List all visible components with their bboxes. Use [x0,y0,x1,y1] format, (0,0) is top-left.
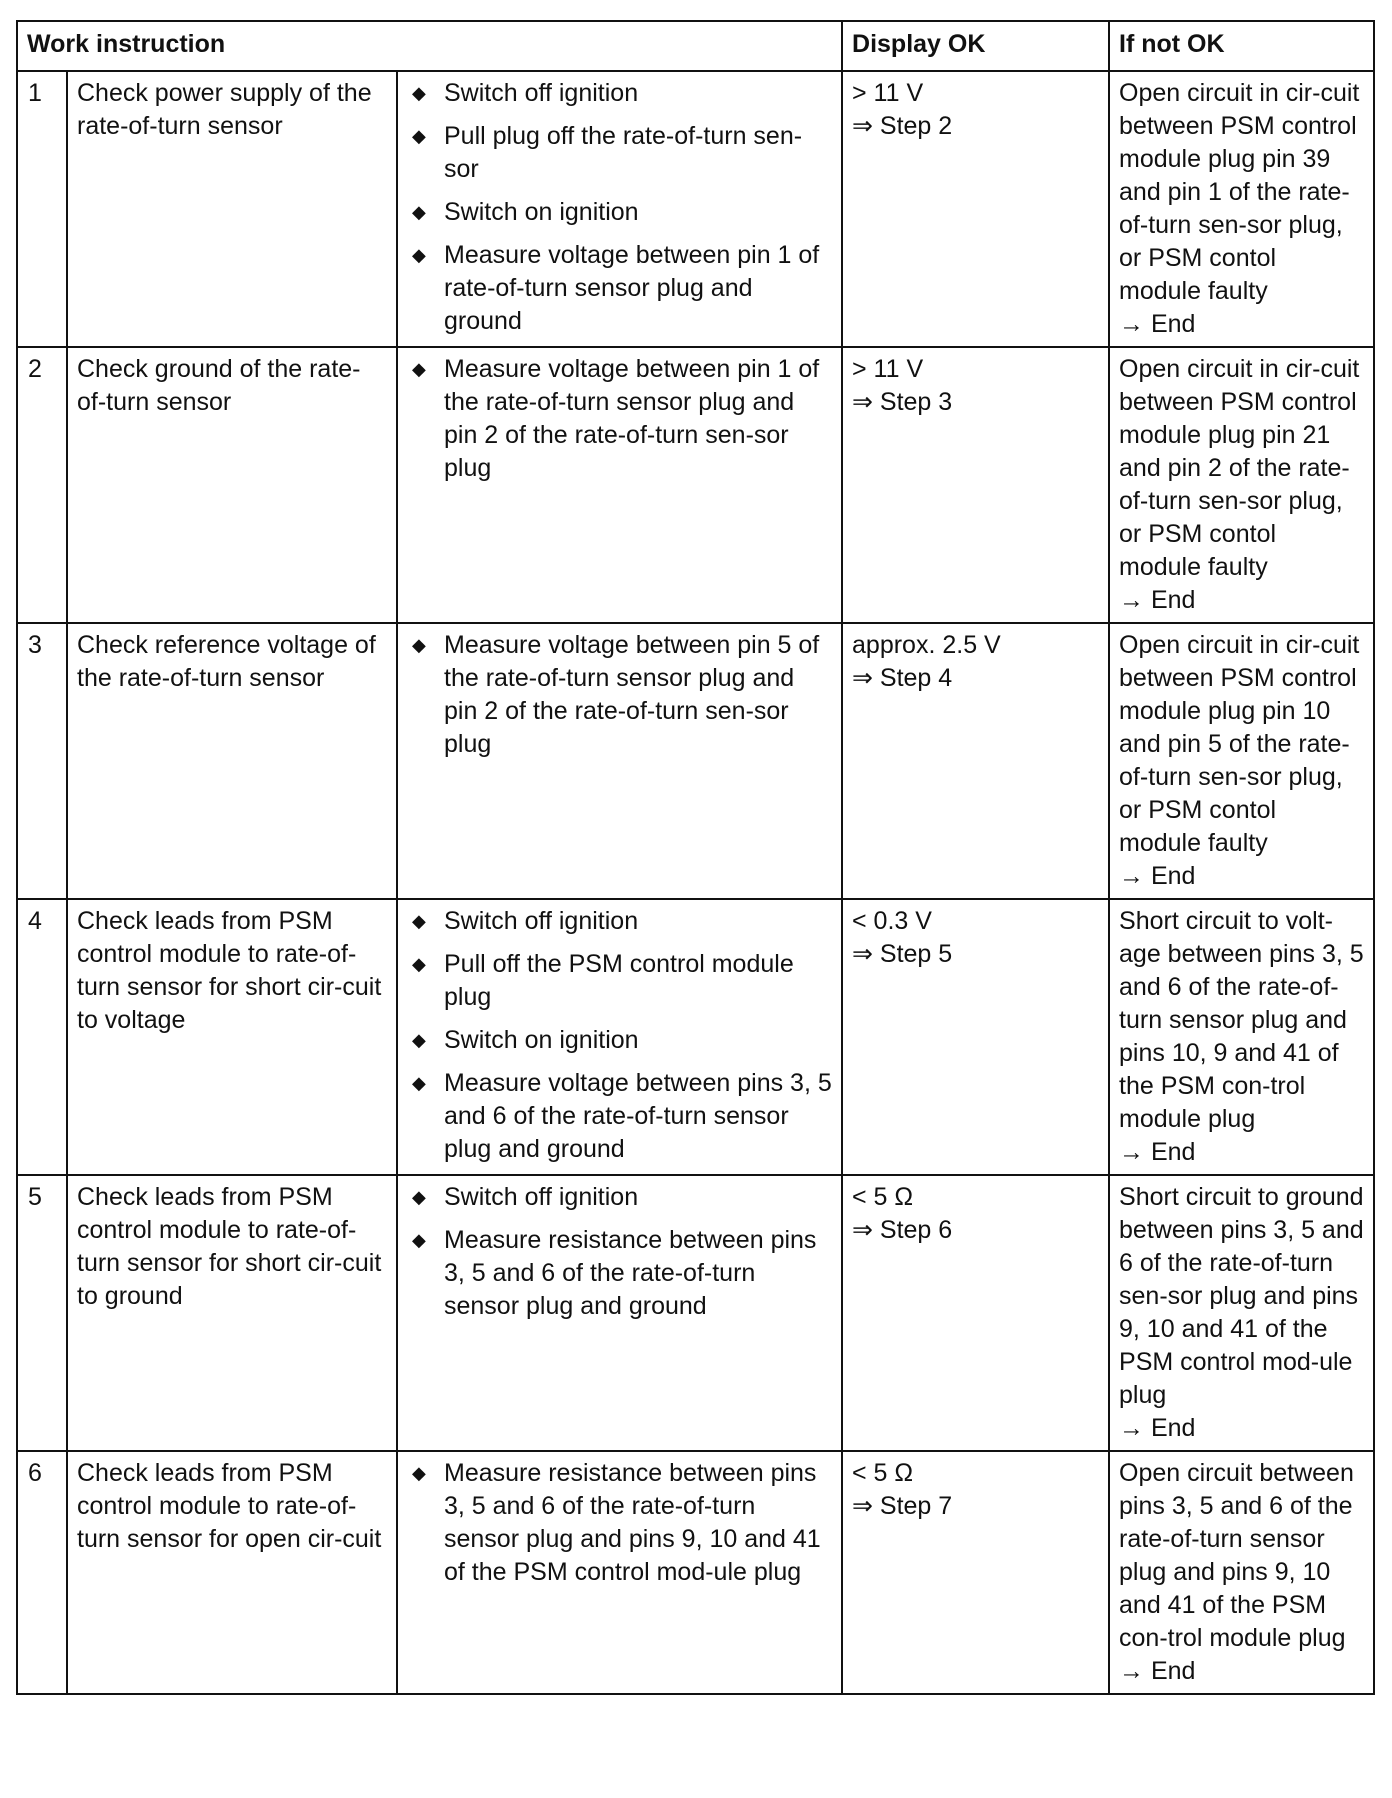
header-display-ok: Display OK [842,21,1109,71]
step-number: 2 [17,347,67,623]
action-item [408,77,832,110]
step-number: 4 [17,899,67,1175]
action-text: Pull off the PSM control module plug [444,950,794,1011]
action-list [408,353,832,485]
diamond-bullet-icon: ◆ [412,1187,426,1207]
action-text: Switch on ignition [444,1026,639,1054]
action-item [408,120,832,186]
action-text: Switch off ignition [444,1183,639,1211]
diamond-bullet-icon: ◆ [412,202,426,222]
table-row [17,1451,1374,1694]
action-list [408,77,832,338]
action-list [408,1181,832,1323]
check-description: Check leads from PSM control module to rate-of-turn sensor for open cir-cuit [67,1451,397,1694]
display-ok-value: < 5 Ω ⇒ Step 7 [842,1451,1109,1694]
action-list-cell [397,1451,842,1694]
action-item [408,353,832,485]
action-item [408,1024,832,1057]
check-description: Check leads from PSM control module to rate-of-turn sensor for short cir-cuit to ground [67,1175,397,1451]
action-text: Switch off ignition [444,907,639,935]
action-text: Switch off ignition [444,79,639,107]
header-work-instruction: Work instruction [17,21,842,71]
diamond-bullet-icon: ◆ [412,1463,426,1483]
step-number: 6 [17,1451,67,1694]
table-row [17,623,1374,899]
display-ok-value: > 11 V ⇒ Step 2 [842,71,1109,347]
action-list-cell [397,899,842,1175]
diamond-bullet-icon: ◆ [412,83,426,103]
diamond-bullet-icon: ◆ [412,911,426,931]
check-description: Check reference voltage of the rate-of-turn sensor [67,623,397,899]
action-list-cell [397,623,842,899]
action-list-cell [397,347,842,623]
table-row [17,71,1374,347]
if-not-ok-text: Short circuit to volt-age between pins 3, 5 and 6 of the rate-of-turn sensor plug and pins 10, 9 and 41 of the PSM con-trol module plug → End [1109,899,1374,1175]
if-not-ok-text: Open circuit in cir-cuit between PSM control module plug pin 10 and pin 5 of the rate-of-turn sen-sor plug, or PSM contol module faulty → End [1109,623,1374,899]
action-item [408,905,832,938]
diamond-bullet-icon: ◆ [412,126,426,146]
table-body [17,71,1374,1694]
action-list [408,905,832,1166]
action-list [408,1457,832,1589]
table-row [17,1175,1374,1451]
check-description: Check ground of the rate-of-turn sensor [67,347,397,623]
action-text: Switch on ignition [444,198,639,226]
action-text: Measure resistance between pins 3, 5 and 6 of the rate-of-turn sensor plug and ground [444,1226,817,1320]
action-item [408,948,832,1014]
diamond-bullet-icon: ◆ [412,1230,426,1250]
step-number: 3 [17,623,67,899]
check-description: Check power supply of the rate-of-turn sensor [67,71,397,347]
diamond-bullet-icon: ◆ [412,359,426,379]
action-text: Measure voltage between pin 1 of rate-of-turn sensor plug and ground [444,241,820,335]
if-not-ok-text: Short circuit to ground between pins 3, 5 and 6 of the rate-of-turn sen-sor plug and pins 9, 10 and 41 of the PSM control mod-ule plug → End [1109,1175,1374,1451]
action-list-cell [397,1175,842,1451]
table-row [17,347,1374,623]
check-description: Check leads from PSM control module to rate-of-turn sensor for short cir-cuit to voltage [67,899,397,1175]
action-list [408,629,832,761]
action-text: Measure resistance between pins 3, 5 and 6 of the rate-of-turn sensor plug and pins 9, 10 and 41 of the PSM control mod-ule plug [444,1459,821,1586]
action-item [408,239,832,338]
action-item [408,1457,832,1589]
action-item [408,1224,832,1323]
action-text: Measure voltage between pin 1 of the rate-of-turn sensor plug and pin 2 of the rate-of-turn sen-sor plug [444,355,820,482]
header-if-not-ok: If not OK [1109,21,1374,71]
diamond-bullet-icon: ◆ [412,1073,426,1093]
action-item [408,1067,832,1166]
action-text: Measure voltage between pins 3, 5 and 6 of the rate-of-turn sensor plug and ground [444,1069,832,1163]
diamond-bullet-icon: ◆ [412,1030,426,1050]
diamond-bullet-icon: ◆ [412,954,426,974]
action-text: Pull plug off the rate-of-turn sen-sor [444,122,803,183]
display-ok-value: < 0.3 V ⇒ Step 5 [842,899,1109,1175]
work-instruction-sheet [16,20,1375,1695]
action-list-cell [397,71,842,347]
if-not-ok-text: Open circuit between pins 3, 5 and 6 of the rate-of-turn sensor plug and pins 9, 10 and 41 of the PSM con-trol module plug → End [1109,1451,1374,1694]
action-text: Measure voltage between pin 5 of the rate-of-turn sensor plug and pin 2 of the rate-of-turn sen-sor plug [444,631,820,758]
action-item [408,1181,832,1214]
if-not-ok-text: Open circuit in cir-cuit between PSM control module plug pin 21 and pin 2 of the rate-of-turn sen-sor plug, or PSM contol module faulty → End [1109,347,1374,623]
action-item [408,629,832,761]
step-number: 1 [17,71,67,347]
header-row [17,21,1374,71]
diamond-bullet-icon: ◆ [412,635,426,655]
action-item [408,196,832,229]
display-ok-value: > 11 V ⇒ Step 3 [842,347,1109,623]
display-ok-value: approx. 2.5 V ⇒ Step 4 [842,623,1109,899]
if-not-ok-text: Open circuit in cir-cuit between PSM control module plug pin 39 and pin 1 of the rate-of-turn sen-sor plug, or PSM contol module faulty → End [1109,71,1374,347]
table-row [17,899,1374,1175]
step-number: 5 [17,1175,67,1451]
display-ok-value: < 5 Ω ⇒ Step 6 [842,1175,1109,1451]
diamond-bullet-icon: ◆ [412,245,426,265]
work-instruction-table [16,20,1375,1695]
